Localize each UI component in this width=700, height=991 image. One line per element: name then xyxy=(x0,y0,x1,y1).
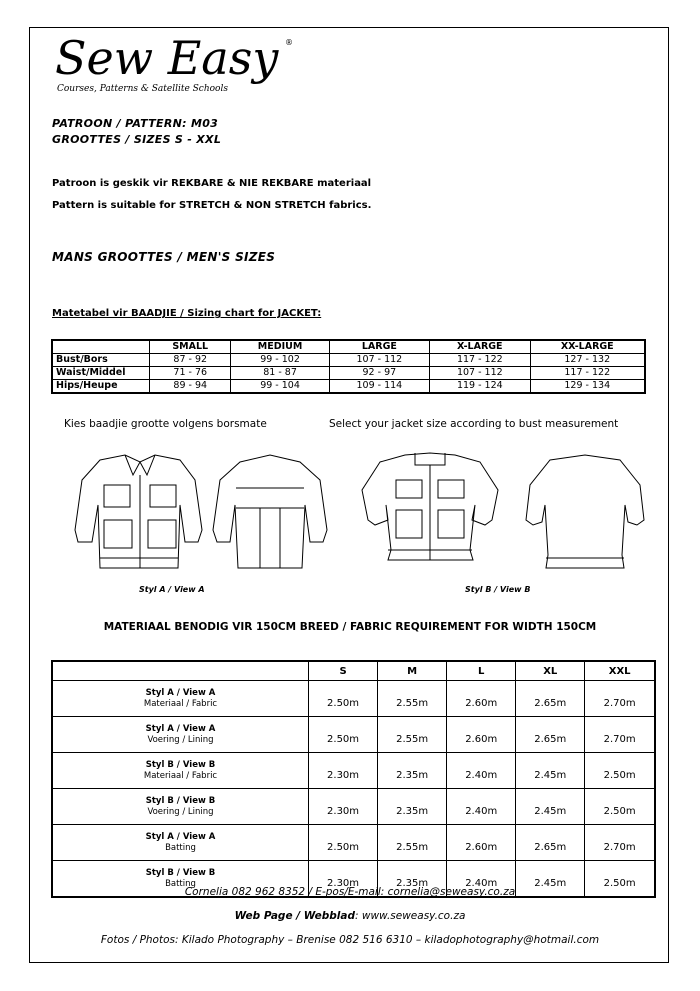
table-cell: 2.55m xyxy=(378,681,447,717)
sizing-chart-table xyxy=(51,339,646,394)
column-header: S xyxy=(309,661,378,681)
pattern-sizes: GROOTTES / SIZES S - XXL xyxy=(52,133,222,146)
row-item: Batting xyxy=(165,842,196,853)
row-item: Voering / Lining xyxy=(147,806,214,817)
jacket-view-a-front-illustration xyxy=(75,455,202,568)
table-cell: 107 - 112 xyxy=(430,367,530,380)
column-header: LARGE xyxy=(329,340,429,354)
table-row xyxy=(52,681,655,717)
table-cell: 2.40m xyxy=(447,861,516,898)
table-cell: 81 - 87 xyxy=(231,367,329,380)
column-header: SMALL xyxy=(150,340,231,354)
table-cell: 2.60m xyxy=(447,825,516,861)
caption-english: Select your jacket size according to bust measurement xyxy=(329,418,619,430)
column-header: M xyxy=(378,661,447,681)
row-item: Batting xyxy=(165,878,196,889)
table-cell: 2.55m xyxy=(378,825,447,861)
table-cell: 129 - 134 xyxy=(530,380,645,394)
row-label xyxy=(52,753,309,789)
row-label: Bust/Bors xyxy=(52,354,150,367)
row-style: Styl B / View B xyxy=(145,867,216,878)
table-cell: 2.65m xyxy=(516,717,585,753)
table-cell: 2.30m xyxy=(309,861,378,898)
table-cell: 117 - 122 xyxy=(430,354,530,367)
caption-afrikaans: Kies baadjie grootte volgens borsmate xyxy=(64,418,267,430)
table-cell: 109 - 114 xyxy=(329,380,429,394)
table-cell: 2.40m xyxy=(447,789,516,825)
table-cell: 2.70m xyxy=(585,717,655,753)
row-label xyxy=(52,717,309,753)
mens-sizes-heading: MANS GROOTTES / MEN'S SIZES xyxy=(52,250,276,264)
jacket-view-a-back-illustration xyxy=(213,455,327,568)
row-style: Styl B / View B xyxy=(145,759,216,770)
logo-title: Sew Easy xyxy=(55,31,279,85)
table-cell: 89 - 94 xyxy=(150,380,231,394)
column-header: XX-LARGE xyxy=(530,340,645,354)
jacket-illustrations xyxy=(30,450,670,580)
table-cell: 2.45m xyxy=(516,789,585,825)
table-cell: 2.65m xyxy=(516,825,585,861)
table-row xyxy=(52,825,655,861)
table-cell: 127 - 132 xyxy=(530,354,645,367)
suitability-afrikaans: Patroon is geskik vir REKBARE & NIE REKBARE materiaal xyxy=(52,178,372,189)
table-cell: 87 - 92 xyxy=(150,354,231,367)
column-header: XL xyxy=(516,661,585,681)
fabric-requirement-table xyxy=(51,660,656,898)
table-cell: 2.40m xyxy=(447,753,516,789)
table-cell: 107 - 112 xyxy=(329,354,429,367)
table-cell: 2.60m xyxy=(447,681,516,717)
table-row xyxy=(52,717,655,753)
row-label xyxy=(52,825,309,861)
suitability-english: Pattern is suitable for STRETCH & NON STRETCH fabrics. xyxy=(52,200,372,211)
table-cell: 71 - 76 xyxy=(150,367,231,380)
sizing-chart-title: Matetabel vir BAADJIE / Sizing chart for JACKET: xyxy=(52,308,322,319)
table-cell: 2.45m xyxy=(516,753,585,789)
row-label: Waist/Middel xyxy=(52,367,150,380)
row-item: Voering / Lining xyxy=(147,734,214,745)
row-label xyxy=(52,789,309,825)
row-style: Styl A / View A xyxy=(145,723,216,734)
footer-web xyxy=(0,910,700,922)
fabric-requirement-title: MATERIAAL BENODIG VIR 150CM BREED / FABRIC REQUIREMENT FOR WIDTH 150CM xyxy=(103,621,597,633)
table-cell: 99 - 104 xyxy=(231,380,329,394)
table-row xyxy=(52,367,645,380)
table-cell: 2.50m xyxy=(585,753,655,789)
table-cell: 2.50m xyxy=(309,717,378,753)
footer-web-url[interactable]: : www.seweasy.co.za xyxy=(354,910,466,922)
column-header: XXL xyxy=(585,661,655,681)
table-cell: 2.70m xyxy=(585,825,655,861)
table-row xyxy=(52,789,655,825)
footer-web-label: Web Page / Webblad xyxy=(234,910,355,922)
column-header: X-LARGE xyxy=(430,340,530,354)
table-cell: 99 - 102 xyxy=(231,354,329,367)
table-cell: 2.70m xyxy=(585,681,655,717)
table-cell: 2.50m xyxy=(585,861,655,898)
table-header-row xyxy=(52,661,655,681)
table-header-row xyxy=(52,340,645,354)
view-b-caption: Styl B / View B xyxy=(465,585,531,594)
table-cell: 92 - 97 xyxy=(329,367,429,380)
table-cell: 2.50m xyxy=(309,825,378,861)
table-cell: 2.50m xyxy=(309,681,378,717)
jacket-view-b-back-illustration xyxy=(526,455,644,568)
table-cell: 2.35m xyxy=(378,861,447,898)
table-cell: 2.45m xyxy=(516,861,585,898)
logo-subtitle: Courses, Patterns & Satellite Schools xyxy=(57,84,228,94)
table-row xyxy=(52,354,645,367)
pattern-number: PATROON / PATTERN: M03 xyxy=(52,117,219,130)
column-header: L xyxy=(447,661,516,681)
table-cell: 2.30m xyxy=(309,753,378,789)
footer-photos: Fotos / Photos: Kilado Photography – Brenise 082 516 6310 – kiladophotography@hotmail.com xyxy=(100,934,600,946)
row-item: Materiaal / Fabric xyxy=(143,770,218,781)
table-cell: 2.60m xyxy=(447,717,516,753)
row-style: Styl A / View A xyxy=(145,831,216,842)
view-a-caption: Styl A / View A xyxy=(139,585,205,594)
table-cell: 2.35m xyxy=(378,789,447,825)
column-header: MEDIUM xyxy=(231,340,329,354)
sew-easy-logo xyxy=(55,31,293,94)
column-header xyxy=(52,340,150,354)
footer-contact: Cornelia 082 962 8352 / E-pos/E-mail: cornelia@seweasy.co.za xyxy=(184,886,516,898)
table-cell: 2.55m xyxy=(378,717,447,753)
table-cell: 119 - 124 xyxy=(430,380,530,394)
table-cell: 2.35m xyxy=(378,753,447,789)
column-header xyxy=(52,661,309,681)
table-cell: 2.50m xyxy=(585,789,655,825)
table-cell: 117 - 122 xyxy=(530,367,645,380)
logo-registered-mark: ® xyxy=(285,38,293,47)
table-cell: 2.30m xyxy=(309,789,378,825)
row-label xyxy=(52,681,309,717)
row-label: Hips/Heupe xyxy=(52,380,150,394)
table-cell: 2.65m xyxy=(516,681,585,717)
row-item: Materiaal / Fabric xyxy=(143,698,218,709)
jacket-view-b-front-illustration xyxy=(362,453,498,560)
table-row xyxy=(52,380,645,394)
row-style: Styl B / View B xyxy=(145,795,216,806)
row-style: Styl A / View A xyxy=(145,687,216,698)
table-row xyxy=(52,753,655,789)
